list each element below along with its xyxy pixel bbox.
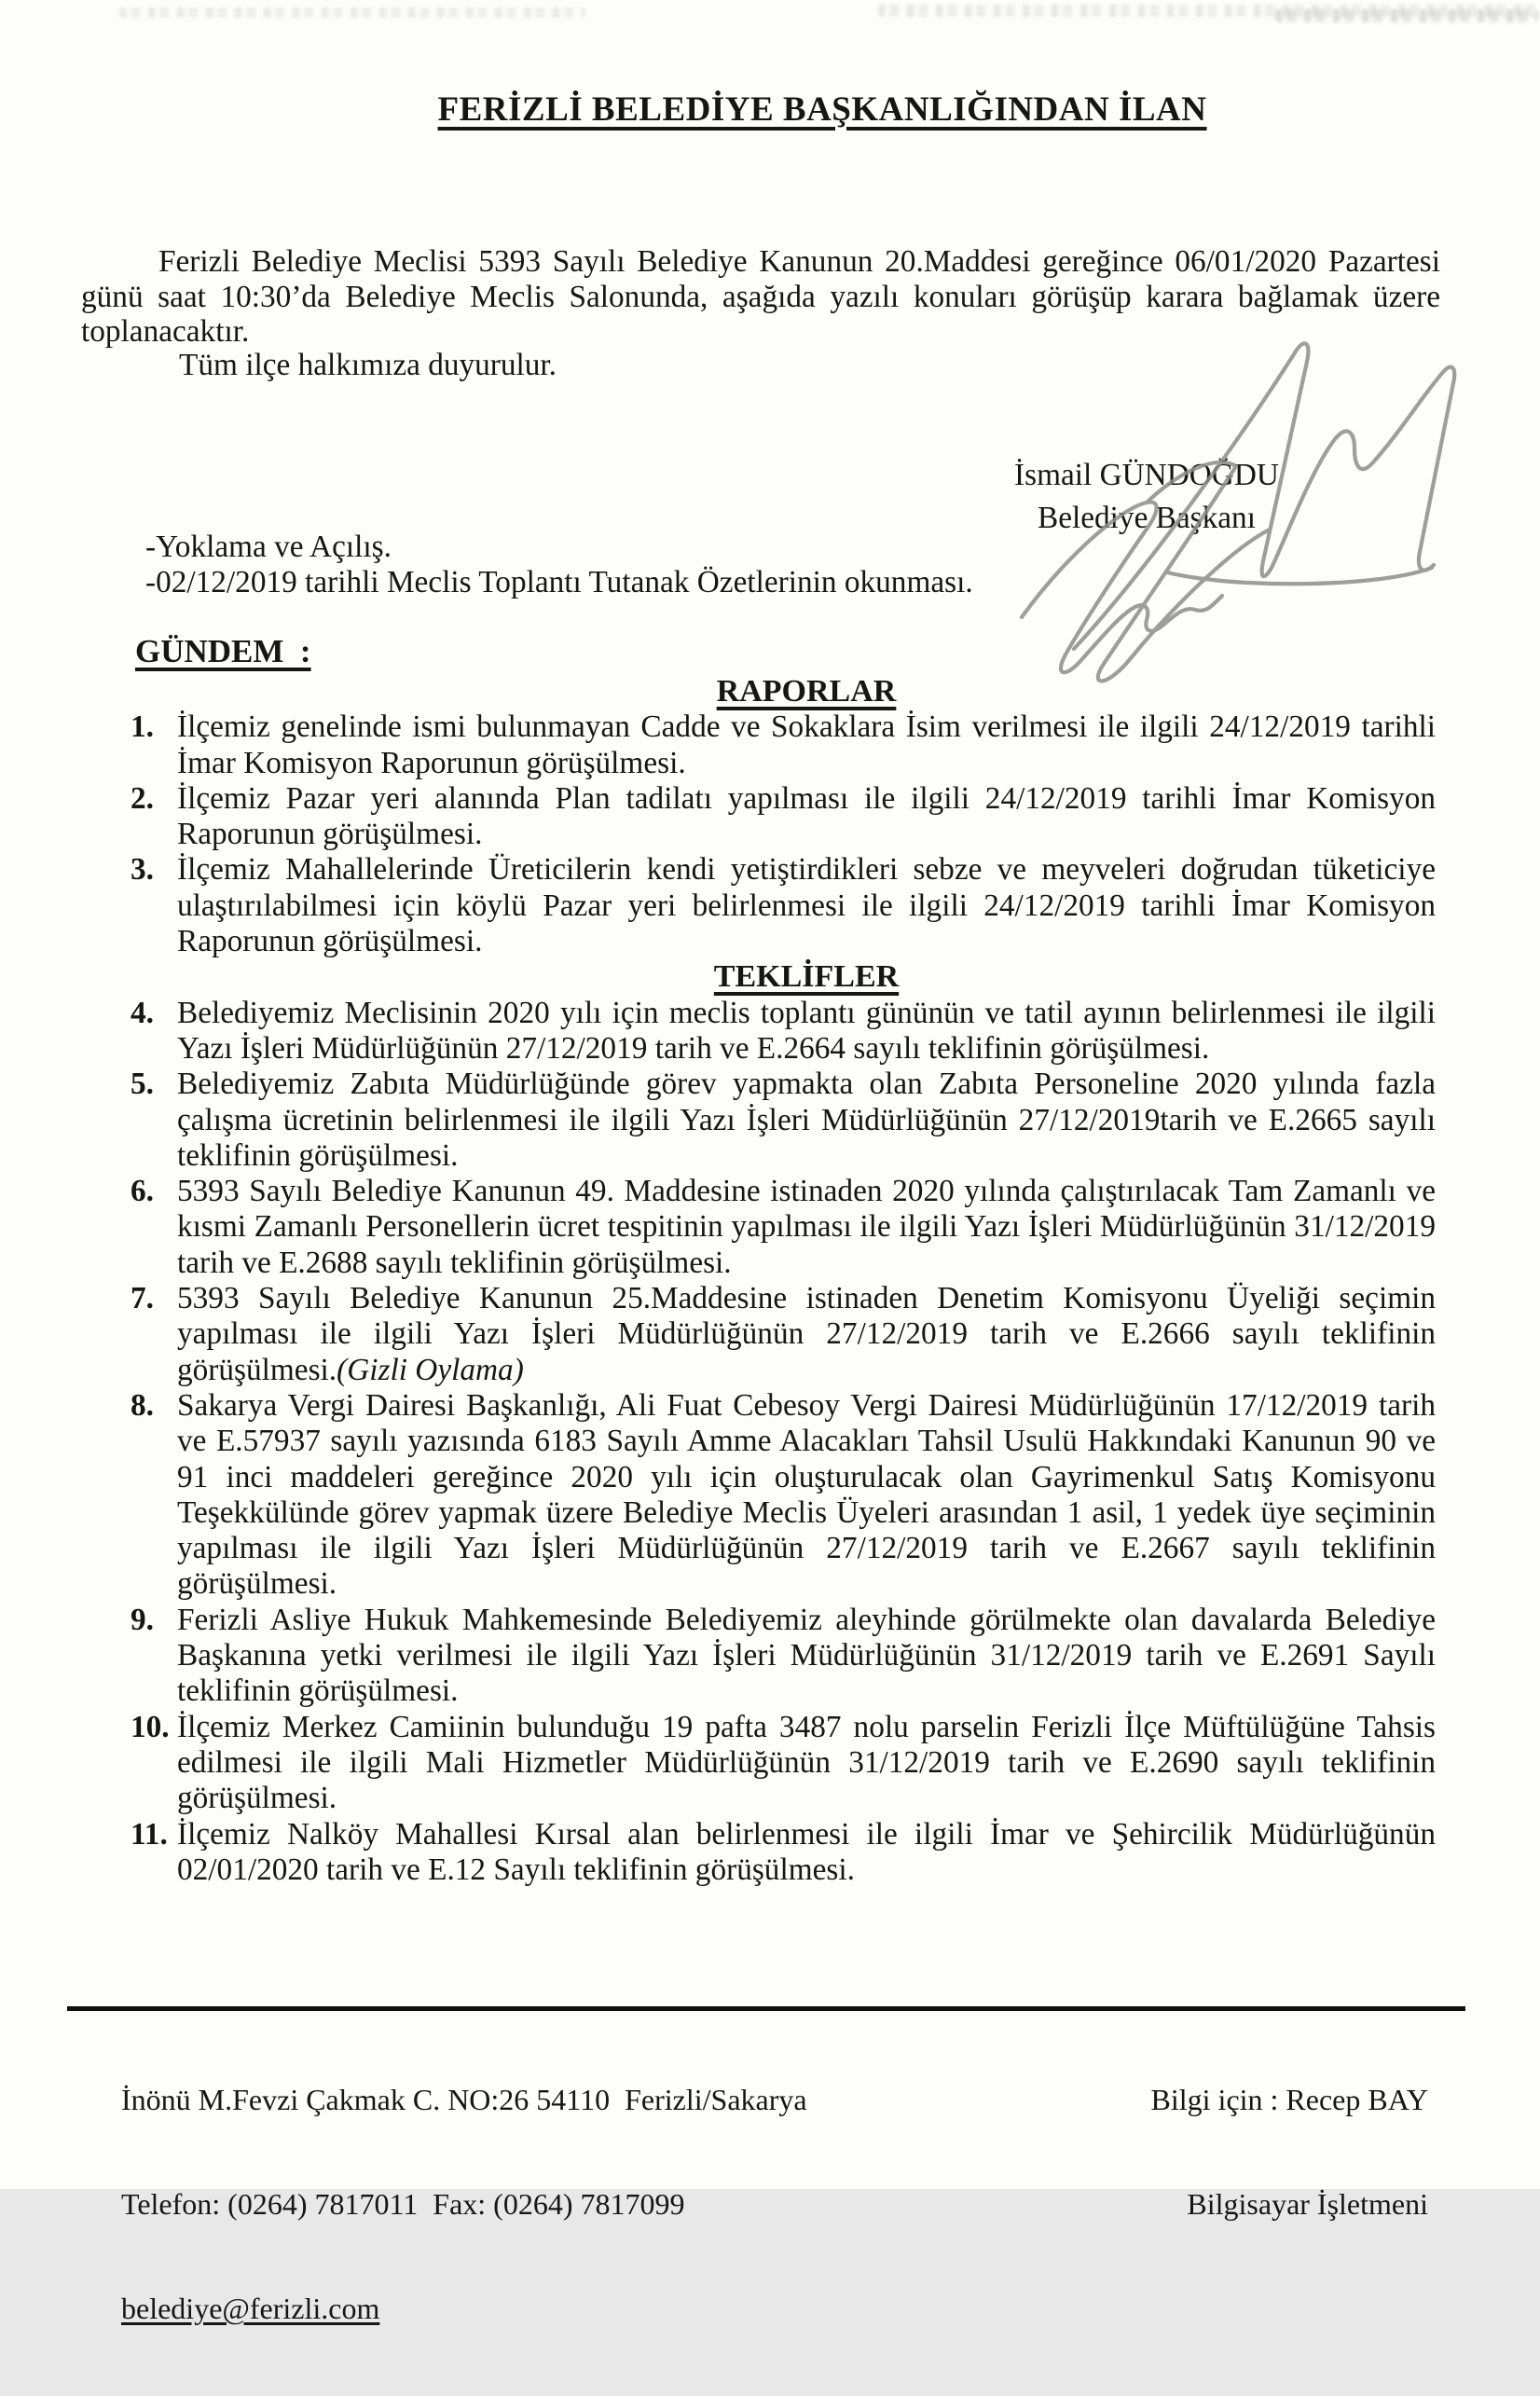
agenda-item <box>131 852 1436 959</box>
item-number: 8. <box>131 1387 154 1423</box>
item-text: Sakarya Vergi Dairesi Başkanlığı, Ali Fuat Cebesoy Vergi Dairesi Müdürlüğünün 17/12/2019 tarih ve E.57937 sayılı yazısında 6183 Sayılı Amme Alacakları Tahsil Usulü Hakkındaki Kanunun 90 ve 91 inci maddeleri gereğince 2020 yılı için oluşturulacak olan Gayrimenkul Satış Komisyonu Teşekkülünde görev yapmak üzere Belediye Meclis Üyeleri arasından 1 asil, 1 yedek üye seçiminin yapılması ile ilgili Yazı İşleri Müdürlüğünün 27/12/2019 tarih ve E.2667 sayılı teklifinin görüşülmesi. <box>177 1387 1436 1602</box>
agenda-list <box>131 674 1436 1888</box>
item-number: 5. <box>131 1067 154 1102</box>
document-title: FERİZLİ BELEDİYE BAŞKANLIĞINDAN İLAN <box>437 90 1207 129</box>
section-heading <box>177 674 1436 709</box>
scan-noise-artifact <box>119 7 585 18</box>
item-number: 6. <box>131 1174 154 1209</box>
item-text: Ferizli Asliye Hukuk Mahkemesinde Belediyemiz aleyhinde görülmekte olan davalarda Belediye Başkanına yetki verilmesi ile ilgili Yazı İşleri Müdürlüğünün 31/12/2019 tarih ve E.2691 Sayılı teklifinin görüşülmesi. <box>177 1602 1436 1709</box>
section-heading <box>177 959 1436 995</box>
item-number: 11. <box>131 1816 168 1852</box>
preliminary-item: -Yoklama ve Açılış. <box>145 530 392 564</box>
agenda-item <box>131 1388 1436 1603</box>
signer-title: Belediye Başkanı <box>1038 501 1256 535</box>
agenda-item <box>131 1281 1436 1388</box>
item-text: İlçemiz Mahallelerinde Üreticilerin kendi yetiştirdikleri sebze ve meyveleri doğrudan tüketiciye ulaştırılabilmesi için köylü Pazar yeri belirlenmesi ile ilgili 24/12/2019 tarihli İmar Komisyon Raporunun görüşülmesi. <box>177 852 1436 959</box>
agenda-heading: GÜNDEM : <box>135 633 311 669</box>
scan-noise-artifact <box>1275 9 1538 22</box>
footer-info-block <box>953 2013 1428 2292</box>
footer-address: İnönü M.Fevzi Çakmak C. NO:26 54110 Ferizli/Sakarya <box>121 2082 807 2116</box>
item-text: İlçemiz Nalköy Mahallesi Kırsal alan belirlenmesi ile ilgili İmar ve Şehircilik Müdürlüğünün 02/01/2020 tarih ve E.12 Sayılı teklifinin görüşülmesi. <box>177 1816 1436 1887</box>
signer-name: İsmail GÜNDOĞDU <box>1014 458 1279 492</box>
item-text: Belediyemiz Meclisinin 2020 yılı için meclis toplantı gününün ve tatil ayının belirlenmesi ile ilgili Yazı İşleri Müdürlüğünün 27/12/2019 tarih ve E.2664 sayılı teklifinin görüşülmesi. <box>177 995 1436 1066</box>
footer-phone-fax: Telefon: (0264) 7817011 Fax: (0264) 7817099 <box>121 2187 685 2222</box>
agenda-item <box>131 709 1436 781</box>
section-heading-text: RAPORLAR <box>716 674 897 709</box>
item-number: 9. <box>131 1602 154 1637</box>
announcement-line: Tüm ilçe halkımıza duyurulur. <box>179 348 557 382</box>
agenda-item <box>131 1603 1436 1710</box>
item-number: 7. <box>131 1281 154 1316</box>
intro-paragraph: Ferizli Belediye Meclisi 5393 Sayılı Belediye Kanunun 20.Maddesi gereğince 06/01/2020 Pazartesi günü saat 10:30’da Belediye Meclis Salonunda, aşağıda yazılı konuları görüşüp karara bağlamak üzere toplanacaktır. <box>81 244 1440 350</box>
item-number: 10. <box>131 1709 170 1744</box>
item-number: 2. <box>131 780 154 816</box>
signature-block <box>960 454 1333 540</box>
agenda-item <box>131 1710 1436 1817</box>
footer-contact-block <box>121 2013 807 2396</box>
footer-contact-role: Bilgisayar İşletmeni <box>1187 2187 1428 2222</box>
section-heading-text: TEKLİFLER <box>713 959 900 995</box>
footer-divider <box>67 2006 1465 2011</box>
agenda-item <box>131 996 1436 1067</box>
item-text: Belediyemiz Zabıta Müdürlüğünde görev yapmakta olan Zabıta Personeline 2020 yılında fazla çalışma ücretinin belirlenmesi ile ilgili Yazı İşleri Müdürlüğünün 27/12/2019tarih ve E.2665 sayılı teklifinin görüşülmesi. <box>177 1067 1436 1173</box>
agenda-item <box>131 1817 1436 1889</box>
item-text: 5393 Sayılı Belediye Kanunun 49. Maddesine istinaden 2020 yılında çalıştırılacak Tam Zamanlı ve kısmi Zamanlı Personellerin ücret tespitinin yapılması ile ilgili Yazı İşleri Müdürlüğünün 31/12/2019 tarih ve E.2688 sayılı teklifinin görüşülmesi. <box>177 1174 1436 1280</box>
agenda-item <box>131 1067 1436 1174</box>
item-number: 3. <box>131 852 154 888</box>
item-text: İlçemiz Pazar yeri alanında Plan tadilatı yapılması ile ilgili 24/12/2019 tarihli İmar Komisyon Raporunun görüşülmesi. <box>177 780 1436 852</box>
item-text: 5393 Sayılı Belediye Kanunun 25.Maddesine istinaden Denetim Komisyonu Üyeliği seçimin yapılması ile ilgili Yazı İşleri Müdürlüğünün 27/12/2019 tarih ve E.2666 sayılı teklifinin görüşülmesi. <box>177 1281 1436 1387</box>
preliminary-item: -02/12/2019 tarihli Meclis Toplantı Tutanak Özetlerinin okunması. <box>145 564 973 599</box>
item-text: İlçemiz genelinde ismi bulunmayan Cadde ve Sokaklara İsim verilmesi ile ilgili 24/12/2019 tarihli İmar Komisyon Raporunun görüşülmesi. <box>177 709 1436 780</box>
footer-contact-name: Bilgi için : Recep BAY <box>1150 2082 1428 2116</box>
item-italic-note: (Gizli Oylama) <box>337 1352 524 1387</box>
agenda-item <box>131 1174 1436 1281</box>
agenda-item <box>131 781 1436 853</box>
item-number: 4. <box>131 995 154 1030</box>
item-number: 1. <box>131 709 154 745</box>
preliminary-items <box>145 530 973 599</box>
footer-email: belediye@ferizli.com <box>121 2292 380 2326</box>
item-text: İlçemiz Merkez Camiinin bulunduğu 19 pafta 3487 nolu parselin Ferizli İlçe Müftülüğüne Tahsis edilmesi ile ilgili Mali Hizmetler Müdürlüğünün 31/12/2019 tarih ve E.2690 sayılı teklifinin görüşülmesi. <box>177 1709 1436 1816</box>
